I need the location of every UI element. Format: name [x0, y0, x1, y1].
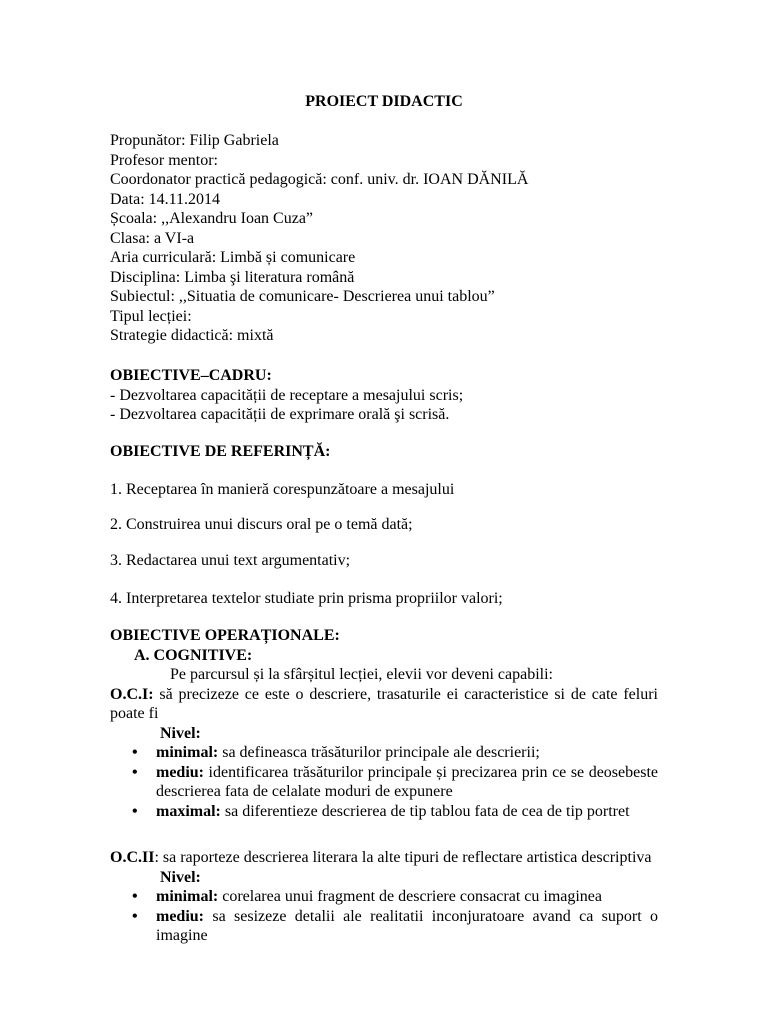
- intro-text: Pe parcursul și la sfârșitul lecției, elevii vor deveni capabili:: [170, 666, 553, 683]
- objective-label: O.C.II: [110, 849, 155, 866]
- info-subject: Subiectul: ,,Situatia de comunicare- Descrierea unui tablou”: [110, 288, 495, 305]
- section-heading: OBIECTIVE–CADRU:: [110, 367, 272, 384]
- level-text: sa diferentieze descrierea de tip tablou fata de cea de tip portret: [220, 802, 630, 820]
- level-term: minimal:: [156, 888, 219, 905]
- section-heading: OBIECTIVE DE REFERINȚĂ:: [110, 443, 331, 460]
- info-strategy: Strategie didactică: mixtă: [110, 327, 274, 344]
- level-text: sa sesizeze detalii ale realitatii inconjuratoare avand ca suport o imagine: [156, 907, 658, 944]
- info-discipline: Disciplina: Limba şi literatura română: [110, 268, 355, 286]
- list-item: [110, 743, 658, 763]
- section-heading: OBIECTIVE OPERAȚIONALE:: [110, 627, 340, 644]
- level-term: mediu:: [156, 763, 204, 781]
- objective-label: O.C.I:: [110, 685, 154, 703]
- list-item: [110, 887, 658, 907]
- level-heading: Nivel:: [160, 868, 201, 886]
- section-cadru: [110, 366, 658, 425]
- level-text: sa defineasca trăsăturilor principale ale descrierii;: [218, 744, 540, 761]
- list-item: 3. Redactarea unui text argumentativ;: [110, 552, 351, 569]
- section-referinta: [110, 442, 658, 462]
- section-operationale: [110, 626, 658, 821]
- list-item: [110, 802, 658, 822]
- level-term: mediu:: [156, 907, 204, 925]
- objective-oc2: [110, 848, 658, 868]
- level-text: identificarea trăsăturilor principale și precizarea prin ce se deosebeste descrierea fata de celalate moduri de expunere: [156, 763, 658, 800]
- objective-text: : sa raporteze descrierea literara la alte tipuri de reflectare artistica descriptiva: [154, 849, 652, 866]
- list-item: - Dezvoltarea capacității de exprimare orală şi scrisă.: [110, 406, 450, 423]
- info-school: Școala: ,,Alexandru Ioan Cuza”: [110, 210, 314, 227]
- level-heading: Nivel:: [160, 724, 201, 742]
- info-lesson-type: Tipul lecției:: [110, 307, 192, 325]
- info-proposer: Propunător: Filip Gabriela: [110, 132, 279, 149]
- list-item: [110, 763, 658, 802]
- info-curricular-area: Aria curriculară: Limbă și comunicare: [110, 249, 356, 266]
- list-item: 2. Construirea unui discurs oral pe o temă dată;: [110, 516, 413, 533]
- info-coordinator: Coordonator practică pedagogică: conf. univ. dr. IOAN DĂNILĂ: [110, 171, 529, 188]
- objective-oc1: [110, 685, 658, 724]
- info-class: Clasa: a VI-a: [110, 229, 195, 247]
- level-term: minimal:: [156, 744, 219, 761]
- level-text: corelarea unui fragment de descriere consacrat cu imaginea: [218, 888, 603, 905]
- subsection-heading: A. COGNITIVE:: [134, 646, 253, 664]
- objective-oc2-block: [110, 848, 658, 946]
- list-item: [110, 907, 658, 946]
- info-mentor: Profesor mentor:: [110, 151, 218, 169]
- lesson-info: [110, 131, 658, 346]
- list-item: - Dezvoltarea capacității de receptare a mesajului scris;: [110, 386, 464, 404]
- objective-text: să precizeze ce este o descriere, trasaturile ei caracteristice si de cate feluri poate fi: [110, 685, 658, 722]
- document-title: PROIECT DIDACTIC: [305, 93, 463, 110]
- info-date: Data: 14.11.2014: [110, 190, 221, 208]
- list-item: 4. Interpretarea textelor studiate prin prisma propriilor valori;: [110, 590, 503, 607]
- level-term: maximal:: [156, 802, 221, 820]
- list-item: 1. Receptarea în manieră corespunzătoare a mesajului: [110, 481, 455, 498]
